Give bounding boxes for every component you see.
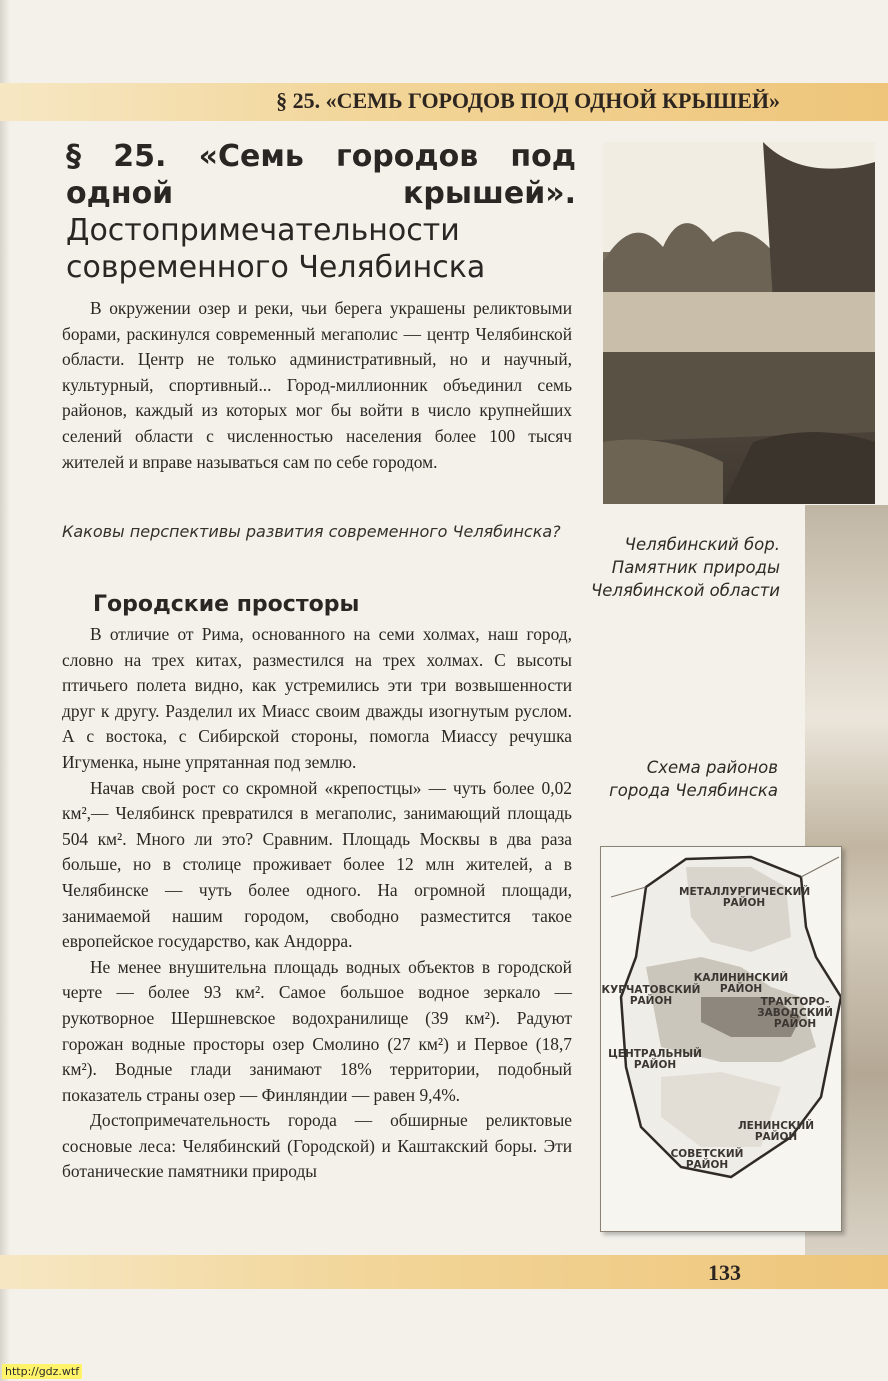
intro-paragraph: В окружении озер и реки, чьи берега украшены реликтовыми борами, раскинулся современный мегаполис — центр Челябинской области. Центр не только административный, но и научный, культурный, спортивный... Город-миллионник объединил семь районов, каждый из которых мог бы войти в число крупнейших селений области с численностью населения более 100 тысяч жителей и вправе называться сам по себе городом. [62, 298, 572, 472]
chapter-title-rest: Достопримечательности современного Челябинска [66, 213, 486, 285]
intro-paragraph-block [62, 296, 572, 475]
question-text: Каковы перспективы развития современного Челябинска? [62, 522, 561, 541]
page-number: 133 [708, 1260, 741, 1285]
district-label-kurchatovsky: КУРЧАТОВСКИЙ РАЙОН [601, 984, 701, 1007]
district-label-kalininsky: КАЛИНИНСКИЙ РАЙОН [693, 972, 789, 995]
paragraph: Достопримечательность города — обширные реликтовые сосновые леса: Челябинский (Городской) и Каштакский боры. Эти ботанические памятники природы [62, 1110, 572, 1182]
district-map [600, 846, 842, 1232]
district-label-tsentralny: ЦЕНТРАЛЬНЫЙ РАЙОН [608, 1048, 702, 1071]
map-caption: Схема районов города Челябинска [609, 758, 778, 800]
photo-caption: Челябинский бор. Памятник природы Челябинской области [590, 535, 780, 600]
forest-photo [603, 142, 875, 504]
paragraph: Начав свой рост со скромной «крепостцы» — чуть более 0,02 км²,— Челябинск превратился в мегаполис, занимающий площадь 504 км². Много ли это? Сравним. Площадь Москвы в два раза больше, но в столице проживает более 12 млн жителей, а в Челябинске — чуть более одного. На огромной площади, занимаемой нашим городом, свободно разместится такое европейское государство, как Андорра. [62, 777, 572, 952]
page-edge [0, 0, 10, 1381]
watermark-link[interactable]: http://gdz.wtf [2, 1364, 82, 1379]
chapter-title-bold: § 25. «Семь городов под одной крышей». [66, 139, 576, 211]
district-label-leninsky: ЛЕНИНСКИЙ РАЙОН [737, 1120, 815, 1143]
running-title: § 25. «СЕМЬ ГОРОДОВ ПОД ОДНОЙ КРЫШЕЙ» [276, 88, 780, 113]
footer-band [0, 1255, 888, 1289]
section-heading: Городские просторы [93, 592, 360, 617]
paragraph: Не менее внушительна площадь водных объектов в городской черте — более 93 км². Самое большое водное зеркало — рукотворное Шершневское водохранилище (39 км²). Радуют горожан водные просторы озер Смолино (27 км²) и Первое (18,7 км²). Водные глади занимают 18% территории, подобный показатель страны озер — Финляндии — равен 9,4%. [62, 956, 572, 1105]
paragraph: В отличие от Рима, основанного на семи холмах, наш город, словно на трех китах, разместился на трех холмах. С высоты птичьего полета видно, как устремились эти три возвышенности друг к другу. Разделил их Миасс своим дважды изогнутым руслом. А с востока, с Сибирской стороны, помогла Миассу речушка Игуменка, ныне упрятанная под землю. [62, 624, 572, 772]
district-label-sovetsky: СОВЕТСКИЙ РАЙОН [670, 1148, 744, 1171]
district-label-metallurgical: МЕТАЛЛУРГИЧЕСКИЙ РАЙОН [679, 886, 811, 909]
chapter-title [66, 138, 576, 286]
district-label-traktorozavodsky: ТРАКТОРО- ЗАВОДСКИЙ РАЙОН [757, 996, 833, 1030]
main-text-block [62, 622, 572, 1185]
forest-photo-art [603, 142, 875, 504]
